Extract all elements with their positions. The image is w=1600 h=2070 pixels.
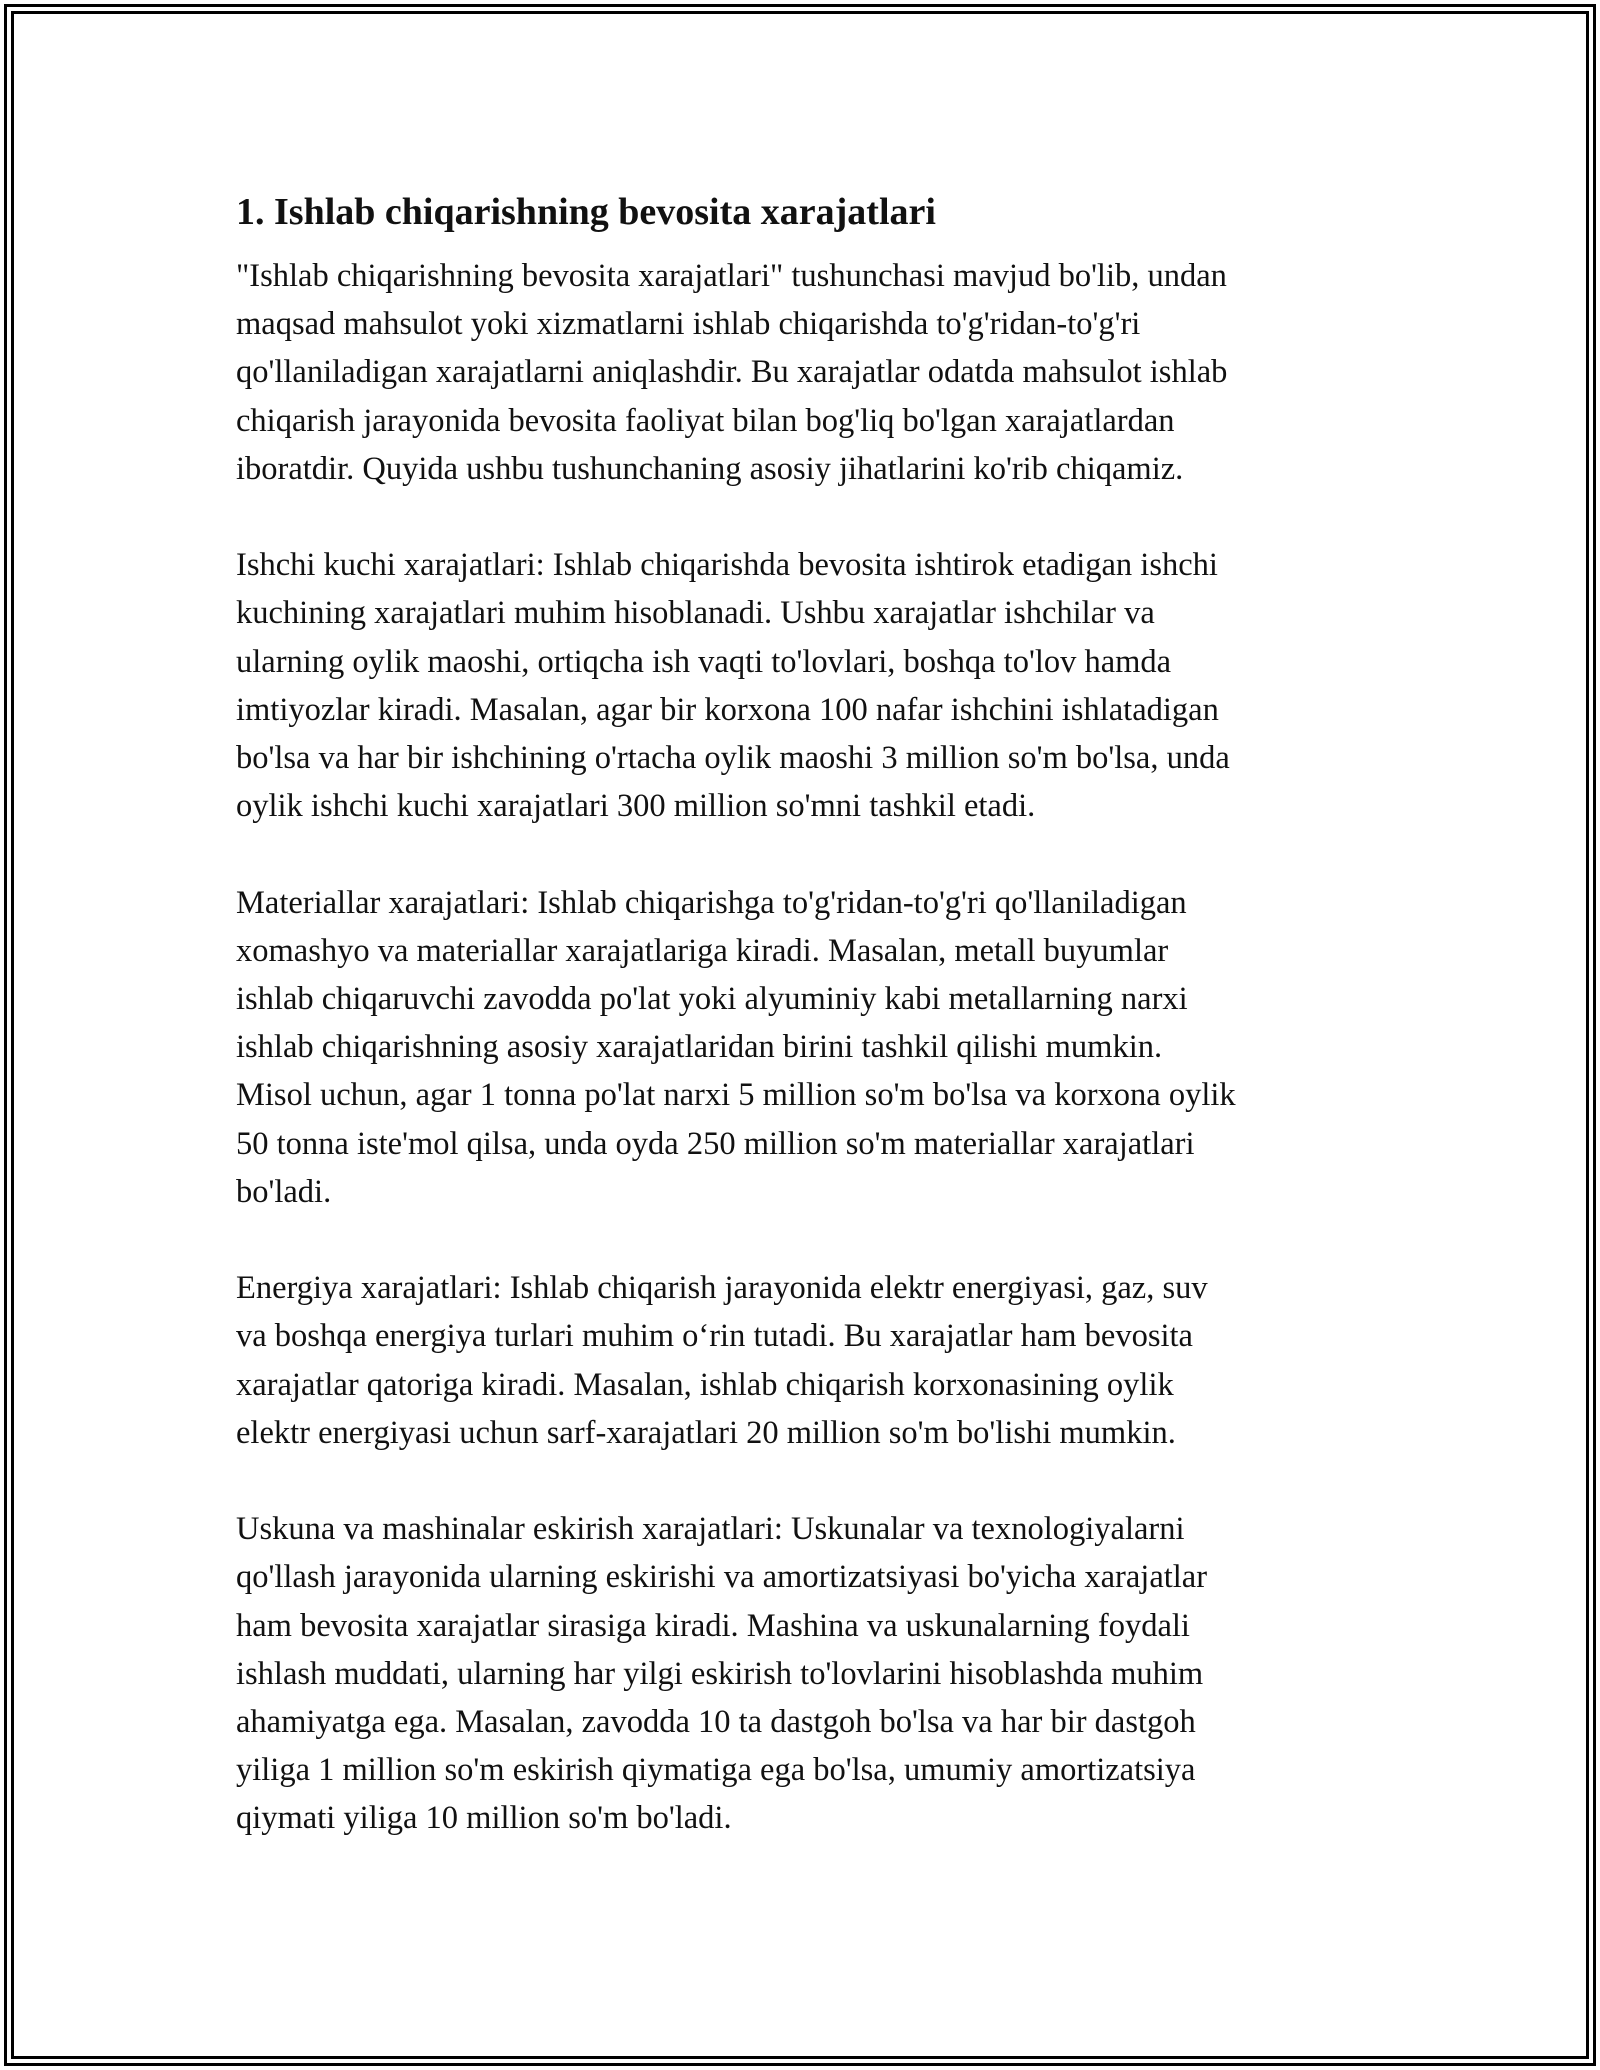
section-heading: 1. Ishlab chiqarishning bevosita xarajatlari [236, 191, 936, 233]
labor-costs-paragraph: Ishchi kuchi xarajatlari: Ishlab chiqarishda bevosita ishtirok etadigan ishchi kuchining xarajatlari muhim hisoblanadi. Ushbu xarajatlar ishchilar va ularning oylik maoshi, ortiqcha ish vaqti to'lovlari, boshqa to'lov hamda imtiyozlar kiradi. Masalan, agar bir korxona 100 nafar ishchini ishlatadigan bo'lsa va har bir ishchining o'rtacha oylik maoshi 3 million so'm bo'lsa, unda oylik ishchi kuchi xarajatlari 300 million so'mni tashkil etadi. [236, 547, 1230, 825]
intro-paragraph: "Ishlab chiqarishning bevosita xarajatlari" tushunchasi mavjud bo'lib, undan maqsad mahsulot yoki xizmatlarni ishlab chiqarishda to'g'ridan-to'g'ri qo'llaniladigan xarajatlarni aniqlashdir. Bu xarajatlar odatda mahsulot ishlab chiqarish jarayonida bevosita faoliyat bilan bog'liq bo'lgan xarajatlardan iboratdir. Quyida ushbu tushunchaning asosiy jihatlarini ko'rib chiqamiz. [236, 258, 1228, 487]
document-body [236, 180, 1376, 1891]
materials-costs-paragraph: Materiallar xarajatlari: Ishlab chiqarishga to'g'ridan-to'g'ri qo'llaniladigan xomashyo va materiallar xarajatlariga kiradi. Masalan, metall buyumlar ishlab chiqaruvchi zavodda po'lat yoki alyuminiy kabi metallarning narxi ishlab chiqarishning asosiy xarajatlaridan birini tashkil qilishi mumkin. Misol uchun, agar 1 tonna po'lat narxi 5 million so'm bo'lsa va korxona oylik 50 tonna iste'mol qilsa, unda oyda 250 million so'm materiallar xarajatlari bo'ladi. [236, 884, 1236, 1210]
equipment-depreciation-paragraph: Uskuna va mashinalar eskirish xarajatlari: Uskunalar va texnologiyalarni qo'llash jarayonida ularning eskirishi va amortizatsiyasi bo'yicha xarajatlar ham bevosita xarajatlar sirasiga kiradi. Mashina va uskunalarning foydali ishlash muddati, ularning har yilgi eskirish to'lovlarini hisoblashda muhim ahamiyatga ega. Masalan, zavodda 10 ta dastgoh bo'lsa va har bir dastgoh yiliga 1 million so'm eskirish qiymatiga ega bo'lsa, umumiy amortizatsiya qiymati yiliga 10 million so'm bo'ladi. [236, 1511, 1208, 1837]
energy-costs-paragraph: Energiya xarajatlari: Ishlab chiqarish jarayonida elektr energiyasi, gaz, suv va boshqa energiya turlari muhim o‘rin tutadi. Bu xarajatlar ham bevosita xarajatlar qatoriga kiradi. Masalan, ishlab chiqarish korxonasining oylik elektr energiyasi uchun sarf-xarajatlari 20 million so'm bo'lishi mumkin. [236, 1270, 1208, 1451]
